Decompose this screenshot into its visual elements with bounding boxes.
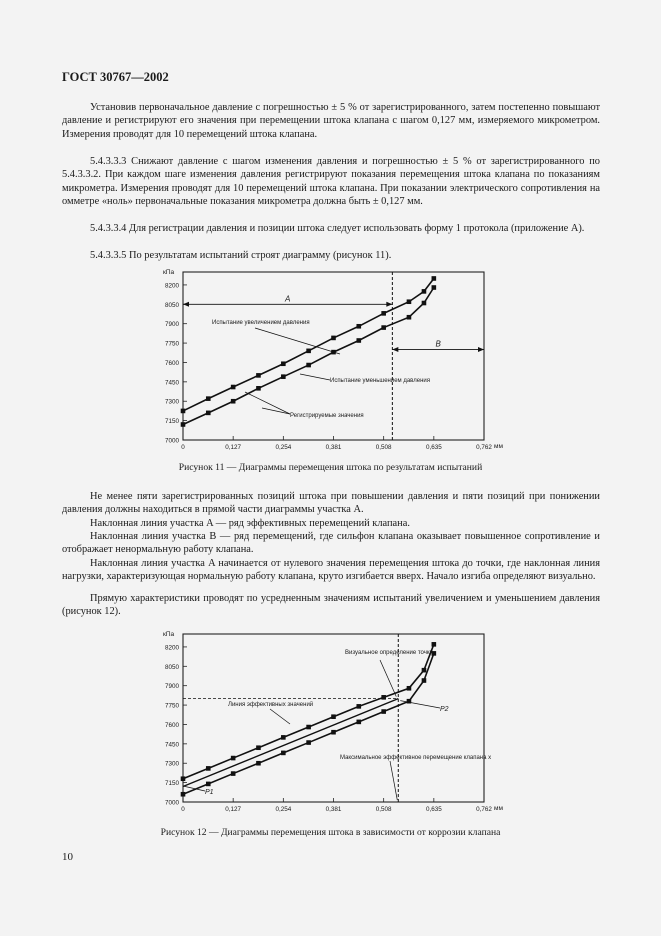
data-point [331,714,336,719]
leader-line [380,660,396,697]
x-tick-label: 0,508 [375,444,392,451]
figure-11-chart [0,262,661,462]
annotation-max-displacement: Максимальное эффективное перемещение клапана x [340,755,492,761]
data-point [206,766,211,771]
data-point [432,642,437,647]
x-tick-label: 0,254 [275,444,292,451]
y-tick-label: 7900 [164,683,179,691]
data-point [356,704,361,709]
y-tick-label: 7150 [164,780,179,788]
data-point [381,311,386,316]
p2-label: P2 [440,706,449,713]
data-point [256,745,261,750]
figure-12-caption: Рисунок 12 — Диаграммы перемещения штока в зависимости от коррозии клапана [160,827,501,838]
p1-label: P1 [205,789,214,796]
data-point [231,385,236,390]
data-point [356,720,361,725]
x-tick-label: 0,127 [225,806,242,813]
arrow-head [392,347,398,352]
data-point [181,409,186,414]
data-point [281,361,286,366]
arrow-head [183,302,189,307]
y-tick-label: 7300 [164,760,179,768]
leader-line [390,761,397,800]
y-tick-label: 7300 [164,398,179,406]
y-tick-label: 7600 [164,721,179,729]
data-point [356,324,361,329]
data-point [181,792,186,797]
effective-values-line [183,699,398,787]
data-point [206,396,211,401]
annotation-increase: Испытание увеличением давления [212,320,310,326]
annotation-registered: Регистрируемые значения [290,413,364,419]
data-point [306,363,311,368]
data-point [281,374,286,379]
data-point [256,373,261,378]
leader-line [270,709,290,724]
data-point [331,336,336,341]
annotation-effective-line: Линия эффективных значений [228,702,314,708]
data-point [422,301,427,306]
y-tick-label: 7000 [164,799,179,807]
data-point [422,678,427,683]
y-tick-label: 7900 [164,321,179,329]
y-tick-label: 7750 [164,702,179,710]
x-tick-label: 0,762 [476,806,492,813]
data-point [331,730,336,735]
data-point [231,771,236,776]
y-unit-label: кПа [163,631,175,638]
arrow-head [478,347,484,352]
x-tick-label: 0,127 [225,444,242,451]
data-point [206,782,211,787]
y-unit-label: кПа [163,269,175,276]
series-line-2 [183,653,434,794]
x-tick-label: 0,254 [275,806,292,813]
data-point [356,338,361,343]
data-point [231,756,236,761]
data-point [256,386,261,391]
data-point [432,276,437,281]
data-point [381,709,386,714]
y-tick-label: 8050 [164,301,179,309]
data-point [407,299,412,304]
y-tick-label: 7150 [164,418,179,426]
annotation-decrease: Испытание уменьшением давления [330,378,430,384]
paragraph-9: Прямую характеристики проводят по усредненным значениям испытаний увеличением и уменьшением давления (рисунок 12). [62,593,600,618]
y-tick-label: 8200 [164,644,179,652]
data-point [181,776,186,781]
page-number: 10 [62,851,73,863]
x-tick-label: 0,381 [325,444,342,451]
data-point [306,740,311,745]
x-tick-label: 0 [181,806,185,813]
data-point [432,285,437,290]
arrow-head [386,302,392,307]
paragraph-3: 5.4.3.3.4 Для регистрации давления и позиции штока следует использовать форму 1 протокола (приложение А). [90,223,585,234]
data-point [306,349,311,354]
data-point [281,735,286,740]
x-tick-label: 0,508 [375,806,392,813]
data-point [281,751,286,756]
paragraph-1: Установив первоначальное давление с погрешностью ± 5 % от зарегистрированного, затем постепенно повышают давление и регистрируют его значения при перемещении штока клапана с шагом 0,127 мм, измеряемого микрометром. Измерения проводят для 10 перемещений штока клапана. [62,102,600,140]
y-tick-label: 7450 [164,379,179,387]
paragraph-8: Наклонная линия участка A начинается от нулевого значения перемещения штока до точки, где наклонная линия нагрузки, характеризующая нормальную работу клапана, круто изгибается вверх. Начало изгиба определяют визуально. [62,558,600,583]
data-point [422,289,427,294]
y-tick-label: 8050 [164,663,179,671]
x-tick-label: 0,381 [325,806,342,813]
x-unit-label: мм [494,805,503,812]
paragraph-6: Наклонная линия участка A — ряд эффективных перемещений клапана. [90,518,410,529]
figure-12-chart [0,624,661,824]
data-point [181,422,186,427]
leader-line [262,408,290,414]
data-point [422,668,427,673]
paragraph-7: Наклонная линия участка B — ряд перемещений, где сильфон клапана оказывает повышенное сопротивление и отображает ненормальную работу клапана. [62,531,600,556]
paragraph-5: Не менее пяти зарегистрированных позиций штока при повышении давления и пяти позиций при понижении давления должны находиться в прямой части диаграммы участка A. [62,491,600,516]
region-b-label: B [435,339,441,349]
document-header: ГОСТ 30767—2002 [62,70,169,84]
y-tick-label: 7750 [164,340,179,348]
data-point [306,725,311,730]
leader-line [300,374,330,380]
x-unit-label: мм [494,443,503,450]
y-tick-label: 7000 [164,437,179,445]
x-tick-label: 0,635 [425,444,442,451]
y-tick-label: 8200 [164,282,179,290]
y-tick-label: 7600 [164,359,179,367]
x-tick-label: 0,635 [425,806,442,813]
data-point [256,761,261,766]
region-a-label: A [285,294,291,304]
y-tick-label: 7450 [164,741,179,749]
data-point [206,411,211,416]
x-tick-label: 0,762 [476,444,492,451]
data-point [407,686,412,691]
paragraph-4: 5.4.3.3.5 По результатам испытаний строят диаграмму (рисунок 11). [90,250,392,261]
annotation-visual-point: Визуальное определение точки [345,650,433,656]
x-tick-label: 0 [181,444,185,451]
paragraph-2: 5.4.3.3.3 Снижают давление с шагом изменения давления и погрешностью ± 5 % от зарегистрированного по 5.4.3.3.2. При каждом шаге изменения давления регистрируют показания перемещения штока клапана по показаниям микрометра. Измерения проводят для 10 перемещений штока клапана. При показании электрического сопротивления на омметре «ноль» первоначальные показания микрометра должна быть ± 0,127 мм. [62,156,600,208]
figure-11-caption: Рисунок 11 — Диаграммы перемещения штока по результатам испытаний [178,462,483,473]
leader-line [400,701,440,708]
data-point [407,315,412,320]
data-point [381,325,386,330]
data-point [231,399,236,404]
leader-line [245,392,290,414]
